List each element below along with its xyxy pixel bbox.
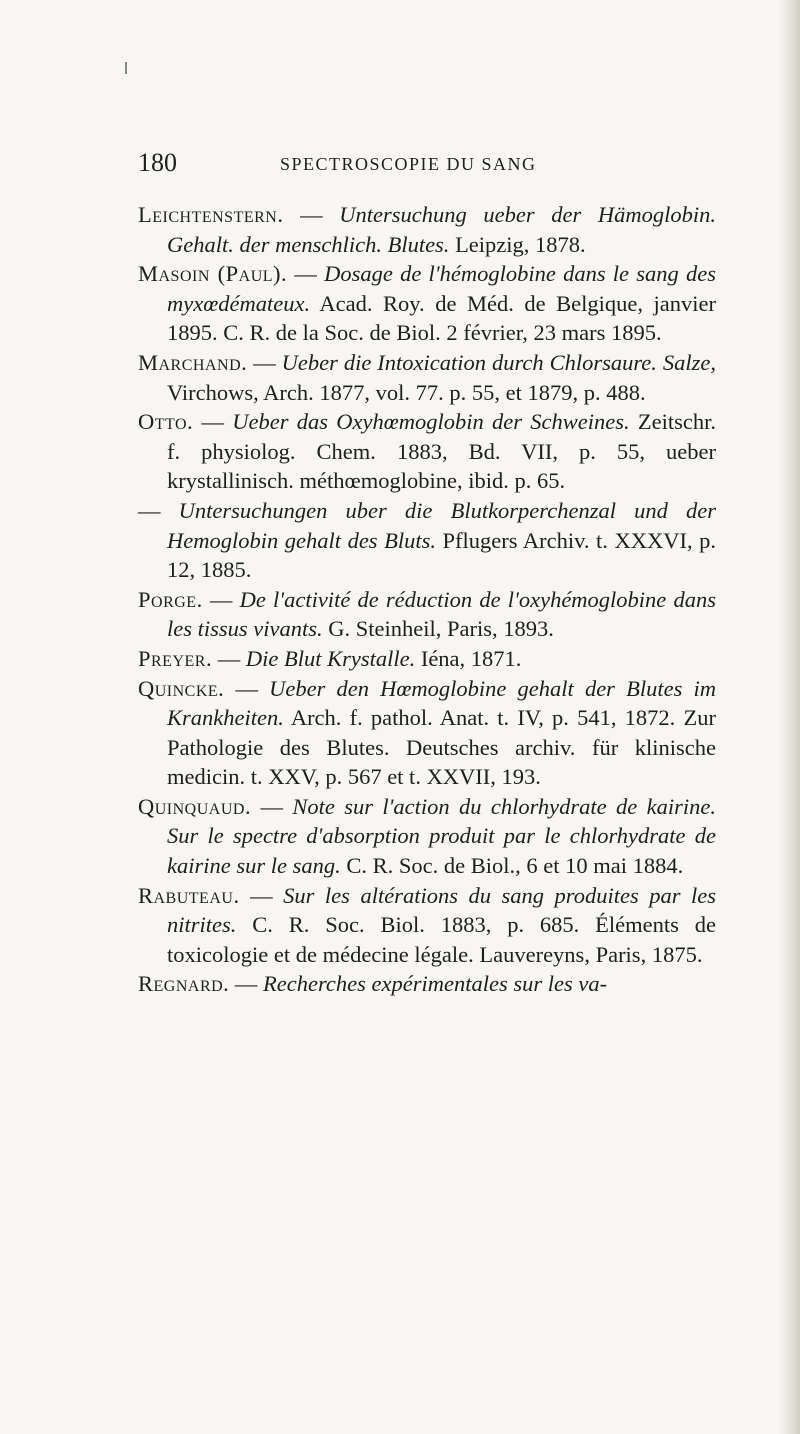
entry-title: Recherches expérimentales sur les va- <box>263 971 608 997</box>
entry-details: Iéna, 1871. <box>415 645 522 671</box>
bibliography-entry <box>138 585 716 644</box>
entry-details: Virchows, Arch. 1877, vol. 77. p. 55, et 1879, p. 488. <box>167 379 646 405</box>
page-number: 180 <box>138 148 177 177</box>
entry-author: Quinquaud. <box>138 793 252 819</box>
entry-dash: — <box>283 202 340 227</box>
entry-title: Note sur l'action du chlorhydrate de kairine. Sur le spectre d'absorption produit par le chlorhydrate de kairine sur le sang. <box>167 793 716 879</box>
entry-title: Ueber das Oxyhœmoglobin der Schweines. <box>232 409 630 435</box>
entry-dash: — <box>251 793 293 819</box>
bibliography-entry <box>138 200 716 259</box>
entry-details: G. Steinheil, Paris, 1893. <box>322 616 554 642</box>
bibliography-entry <box>138 674 716 792</box>
entry-author: Otto. <box>138 409 194 435</box>
entry-title: Ueber den Hœmoglobine gehalt der Blutes im Krankheiten. <box>167 675 716 731</box>
entry-dash: — <box>212 645 246 671</box>
entry-author: Regnard. <box>138 971 230 997</box>
stray-ink-mark <box>125 62 127 74</box>
bibliography-list <box>138 200 716 999</box>
bibliography-entry <box>138 881 716 970</box>
bibliography-entry <box>138 407 716 496</box>
entry-title: Dosage de l'hémoglobine dans le sang des myxœdémateux. <box>167 261 717 316</box>
entry-author: Rabuteau. <box>138 882 240 908</box>
bibliography-entry <box>138 348 716 407</box>
entry-details: Pflugers Archiv. t. XXXVI, p. 12, 1885. <box>167 527 716 583</box>
running-title: SPECTROSCOPIE DU SANG <box>280 154 537 174</box>
page-edge-shadow <box>778 0 800 1434</box>
entry-author: Leichtenstern. <box>138 202 284 227</box>
bibliography-entry <box>138 644 716 674</box>
entry-author: Preyer. <box>138 645 213 671</box>
bibliography-entry <box>138 792 716 881</box>
page-header <box>138 148 698 178</box>
entry-dash: — <box>138 497 179 523</box>
entry-dash: — <box>229 971 264 997</box>
entry-details: Leipzig, 1878. <box>449 231 586 257</box>
entry-details: Zeitschr. f. physiolog. Chem. 1883, Bd. VII, p. 55, ueber krystallinisch. méthœmoglobine, ibid. p. 65. <box>167 409 716 494</box>
entry-author: Marchand. <box>138 349 248 375</box>
entry-dash: — <box>239 882 284 908</box>
bibliography-entry <box>138 969 716 999</box>
entry-title: Untersuchung ueber der Hämoglobin. Gehalt. der menschlich. Blutes. <box>167 202 717 257</box>
entry-title: Untersuchungen uber die Blutkorperchenzal und der Hemoglobin gehalt des Bluts. <box>167 497 716 553</box>
entry-dash: — <box>287 261 325 287</box>
entry-details: Arch. f. pathol. Anat. t. IV, p. 541, 1872. Zur Pathologie des Blutes. Deutsches archiv. für klinische medicin. t. XXV, p. 567 et t. XXVII, 193. <box>167 705 716 790</box>
entry-title: Ueber die Intoxication durch Chlorsaure. Salze, <box>281 349 716 375</box>
entry-title: Sur les altérations du sang produites par les nitrites. <box>167 882 716 938</box>
entry-title: Die Blut Krystalle. <box>245 645 416 671</box>
bibliography-entry <box>138 259 716 348</box>
entry-details: C. R. Soc. Biol. 1883, p. 685. Éléments de toxicologie et de médecine légale. Lauvereyns, Paris, 1875. <box>167 912 716 967</box>
entry-author: Quincke. <box>138 675 225 701</box>
entry-dash: — <box>247 349 282 375</box>
entry-dash: — <box>193 409 233 435</box>
entry-details: C. R. Soc. de Biol., 6 et 10 mai 1884. <box>340 853 684 879</box>
entry-details: Acad. Roy. de Méd. de Belgique, janvier 1895. C. R. de la Soc. de Biol. 2 février, 23 mars 1895. <box>167 290 716 346</box>
entry-dash: — <box>202 586 240 612</box>
entry-author: Masoin (Paul). <box>138 261 288 287</box>
entry-dash: — <box>224 675 270 701</box>
entry-title: De l'activité de réduction de l'oxyhémoglobine dans les tissus vivants. <box>167 586 716 642</box>
entry-author: Porge. <box>138 586 203 612</box>
bibliography-entry <box>138 496 716 585</box>
